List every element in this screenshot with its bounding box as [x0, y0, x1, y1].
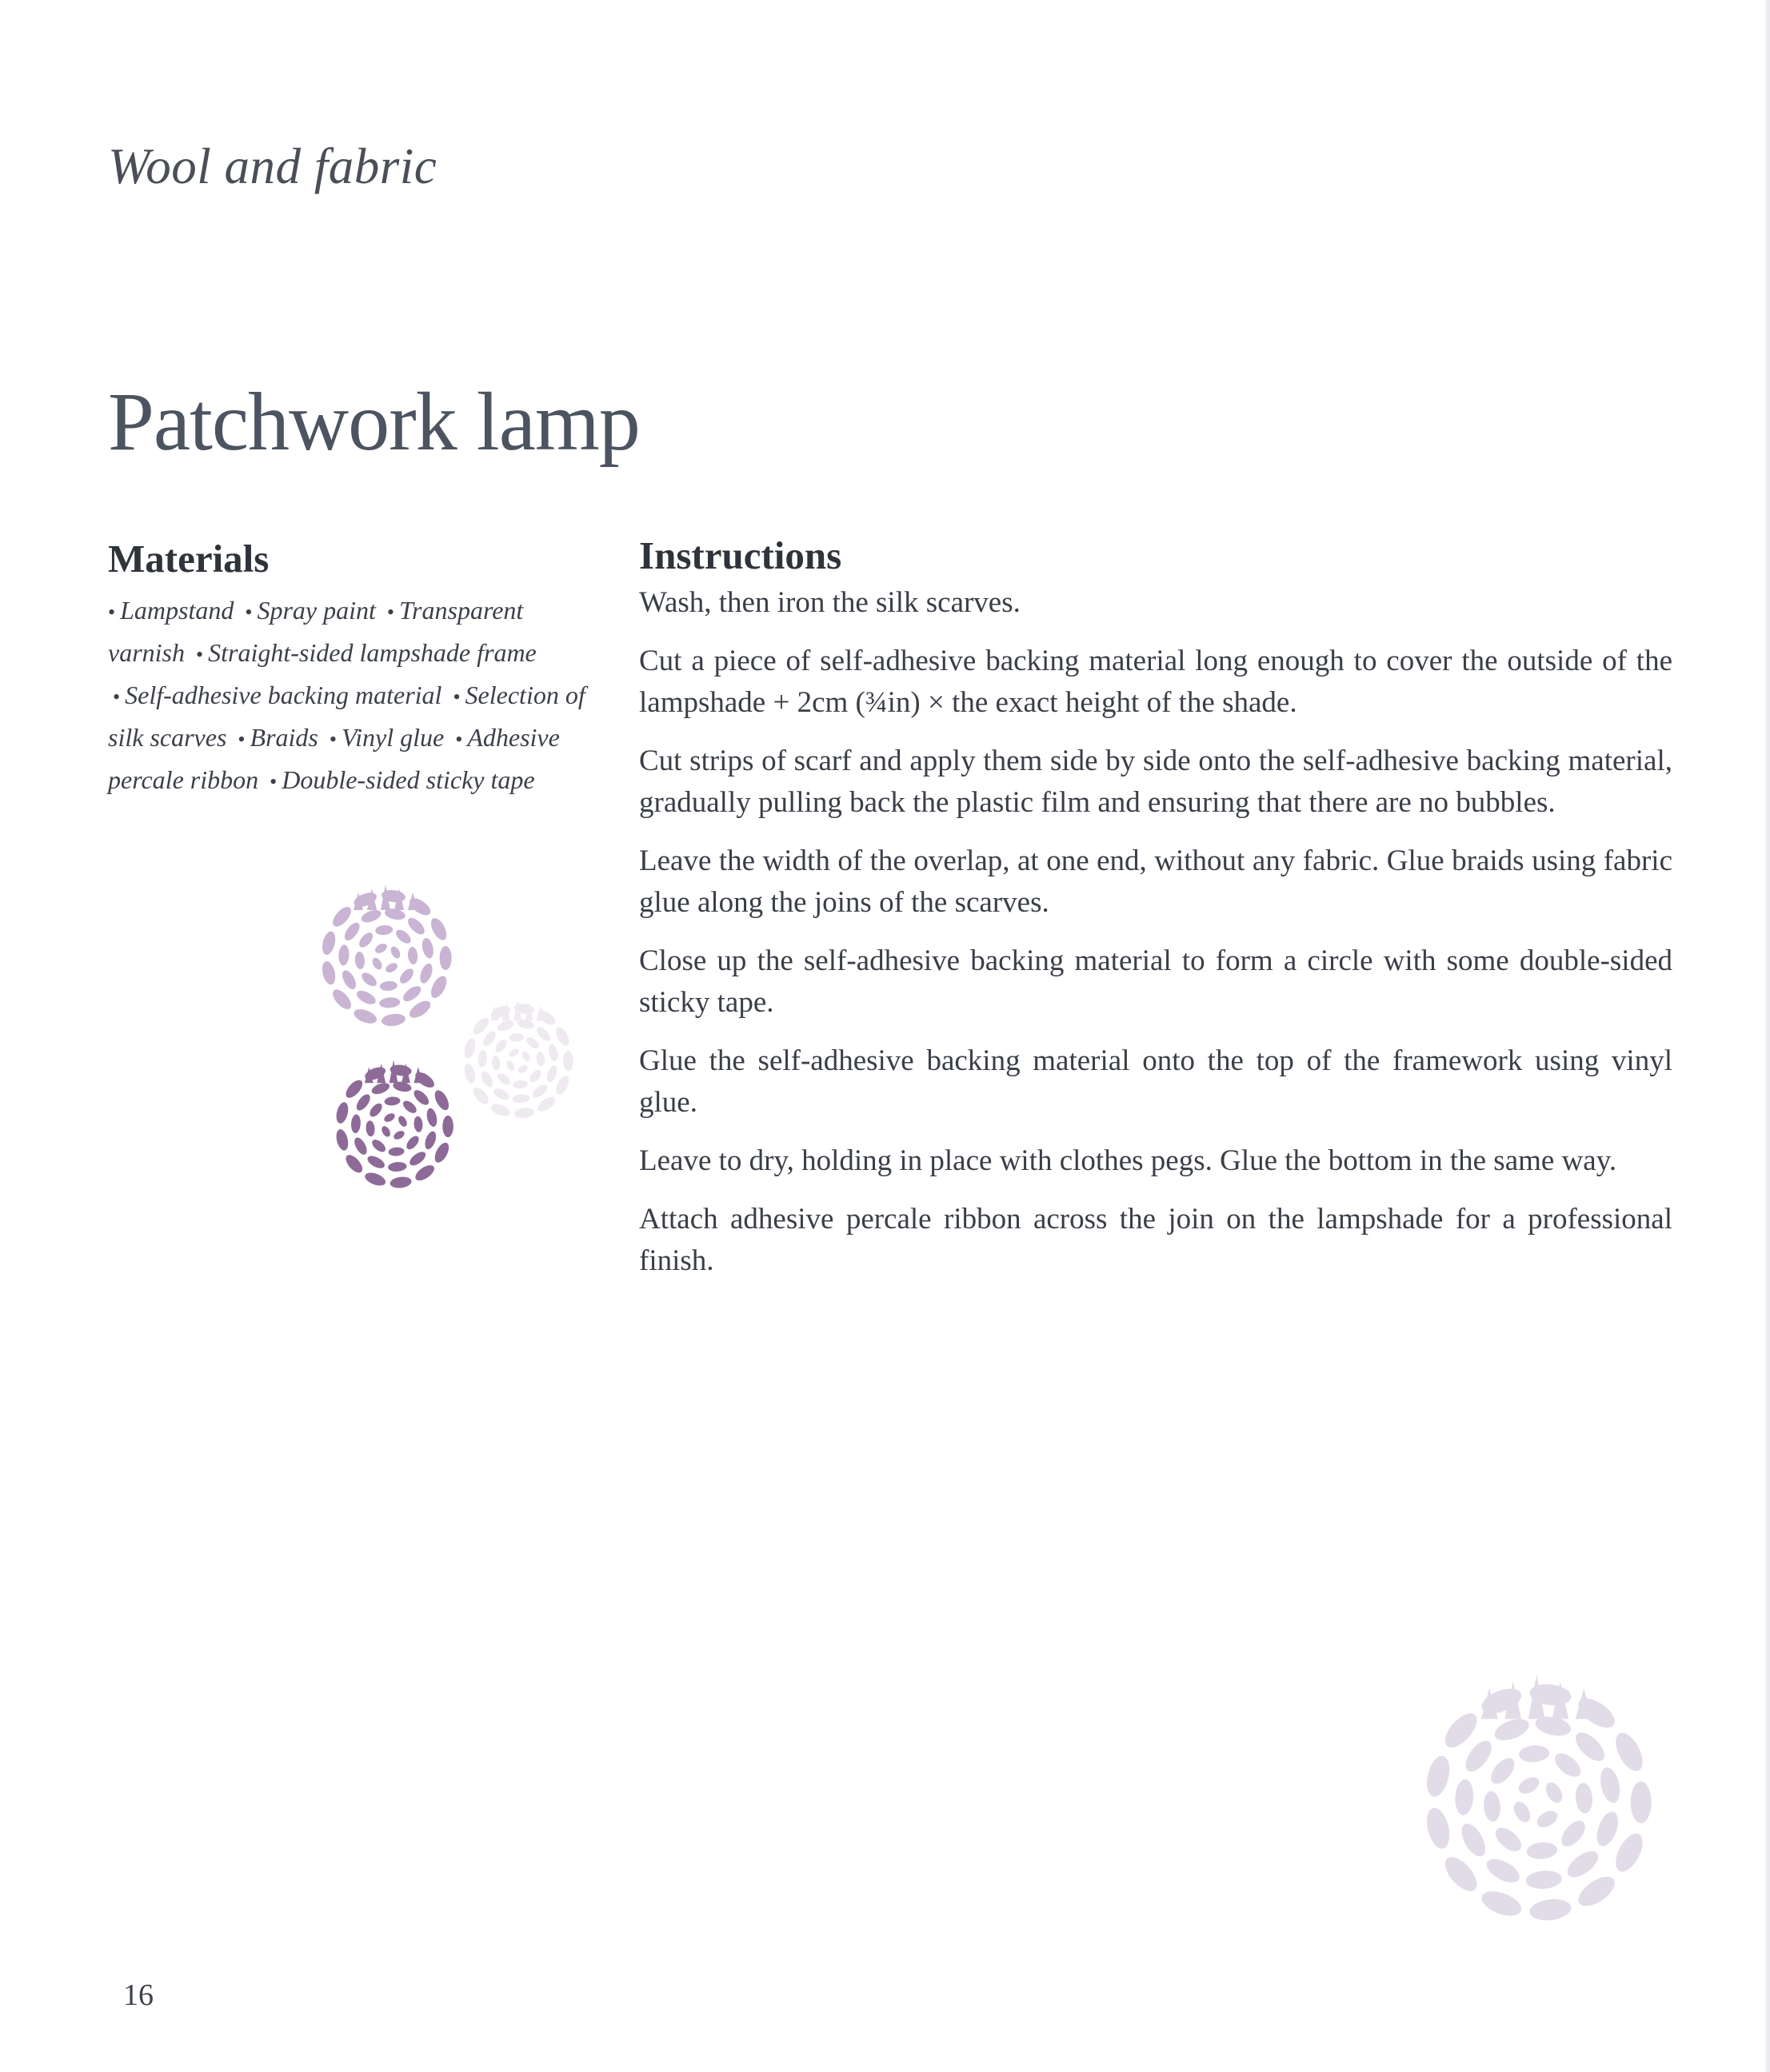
- instruction-step: Glue the self-adhesive backing material onto the top of the framework using vinyl glue.: [639, 1044, 1672, 1119]
- material-item: Lampstand: [120, 595, 234, 625]
- pinecone-corner-icon: [1398, 1663, 1678, 1927]
- material-item: Spray paint: [257, 595, 376, 625]
- bullet-icon: •: [386, 600, 395, 624]
- page-edge: [1765, 0, 1770, 2072]
- materials-heading: Materials: [108, 537, 270, 581]
- material-item: Adhesive percale ribbon: [108, 722, 560, 794]
- instruction-step: Leave the width of the overlap, at one end, without any fabric. Glue braids using fabric glue along the joins of the scarves.: [639, 844, 1672, 919]
- material-item: Selection of silk scarves: [108, 680, 585, 752]
- instructions-section: [639, 534, 1672, 1299]
- section-header: Wool and fabric: [108, 138, 438, 194]
- bullet-icon: •: [113, 685, 121, 709]
- pinecone-dark-icon: [323, 1054, 465, 1192]
- material-item: Transparent varnish: [108, 595, 524, 667]
- instructions-heading: Instructions: [639, 533, 842, 577]
- instruction-steps: [639, 582, 1672, 1282]
- material-item: Self-adhesive backing material: [125, 680, 442, 709]
- page-number: 16: [123, 1978, 154, 2012]
- bullet-icon: •: [270, 769, 278, 793]
- instruction-step: Close up the self-adhesive backing material to form a circle with some double-sided sticky tape.: [639, 944, 1672, 1019]
- instruction-step: Wash, then iron the silk scarves.: [639, 585, 1021, 619]
- material-item: Vinyl glue: [341, 722, 445, 752]
- instruction-step: Cut strips of scarf and apply them side by side onto the self-adhesive backing material, gradually pulling back the plastic film and ensuring that there are no bubbles.: [639, 744, 1672, 819]
- bullet-icon: •: [245, 600, 253, 624]
- page-title: Patchwork lamp: [108, 376, 640, 468]
- instruction-step: Cut a piece of self-adhesive backing material long enough to cover the outside of the lampshade + 2cm (¾in) × the exact height of the shade.: [639, 644, 1672, 719]
- material-item: Double-sided sticky tape: [282, 765, 535, 794]
- bullet-icon: •: [455, 727, 463, 751]
- bullet-icon: •: [329, 727, 337, 751]
- materials-section: [108, 537, 588, 802]
- material-item: Braids: [250, 722, 318, 752]
- bullet-icon: •: [453, 685, 461, 709]
- materials-list: [108, 590, 588, 802]
- pinecone-light-icon: [310, 878, 462, 1030]
- bullet-icon: •: [108, 600, 116, 624]
- instruction-step: Attach adhesive percale ribbon across the join on the lampshade for a professional finish.: [639, 1202, 1672, 1277]
- bullet-icon: •: [238, 727, 246, 751]
- pinecone-faint-icon: [454, 992, 582, 1124]
- instruction-step: Leave to dry, holding in place with clothes pegs. Glue the bottom in the same way.: [639, 1144, 1617, 1177]
- material-item: Straight-sided lampshade frame: [208, 637, 537, 667]
- bullet-icon: •: [196, 642, 204, 666]
